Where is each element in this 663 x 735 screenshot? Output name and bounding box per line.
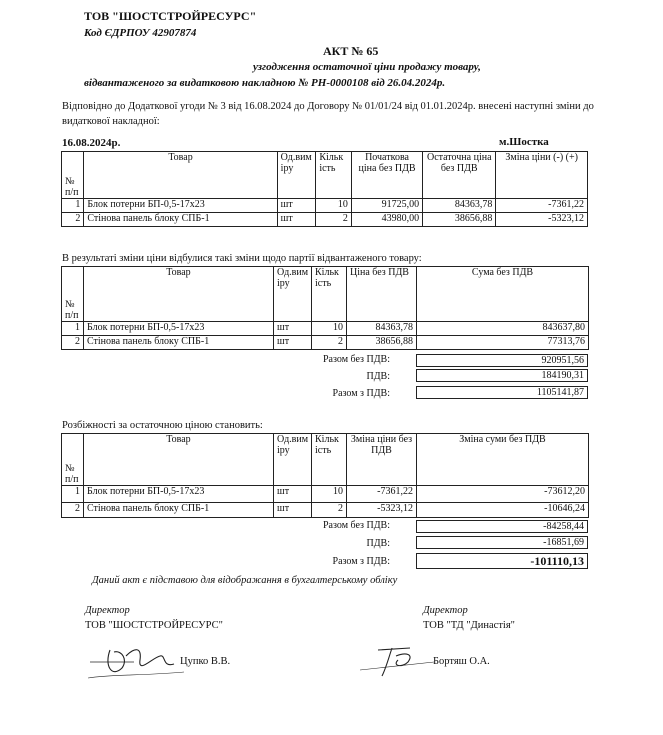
table-row <box>62 503 589 518</box>
row-goods: Стінова панель блоку СПБ-1 <box>84 336 274 350</box>
header-sum-change: Зміна суми без ПДВ <box>417 434 589 486</box>
row-initial-price: 43980,00 <box>351 213 422 227</box>
row-goods: Стінова панель блоку СПБ-1 <box>84 503 274 518</box>
row-no: 2 <box>62 503 84 518</box>
row-qty: 2 <box>312 336 347 350</box>
row-no: 2 <box>62 336 84 350</box>
table-row <box>62 336 589 350</box>
left-signature-image <box>82 638 192 682</box>
header-no: № п/п <box>62 434 84 486</box>
act-city: м.Шостка <box>499 136 549 148</box>
shipment-changes-table <box>61 266 589 350</box>
total-vat-value: -16851,69 <box>416 536 588 549</box>
row-sum: 843637,80 <box>417 322 589 336</box>
row-no: 2 <box>62 213 84 227</box>
total-gross-value: 1105141,87 <box>416 386 588 399</box>
act-date: 16.08.2024р. <box>62 137 121 149</box>
row-final-price: 84363,78 <box>423 199 496 213</box>
total-net-label: Разом без ПДВ: <box>323 520 390 531</box>
header-qty: Кільк ість <box>316 152 352 199</box>
header-sum: Сума без ПДВ <box>417 267 589 322</box>
left-signer-role: Директор <box>85 605 130 616</box>
row-sum: 77313,76 <box>417 336 589 350</box>
act-title: АКТ № 65 <box>323 44 379 58</box>
total-net-value: -84258,44 <box>416 520 588 533</box>
row-qty: 2 <box>312 503 347 518</box>
total-gross-label: Разом з ПДВ: <box>332 388 390 399</box>
row-qty: 10 <box>316 199 352 213</box>
row-final-price: 38656,88 <box>423 213 496 227</box>
row-sum-change: -10646,24 <box>417 503 589 518</box>
row-qty: 10 <box>312 486 347 503</box>
section3-title: Розбіжності за остаточною ціною становить: <box>62 420 263 431</box>
act-subtitle-2: відвантаженого за видатковою накладною № РН-0000108 від 26.04.2024р. <box>84 77 446 89</box>
header-initial-price: Початкова ціна без ПДВ <box>351 152 422 199</box>
row-goods: Стінова панель блоку СПБ-1 <box>84 213 277 227</box>
total-vat-label: ПДВ: <box>366 538 390 549</box>
company-name: ТОВ "ШОСТСТРОЙРЕСУРС" <box>84 9 257 23</box>
row-change: -5323,12 <box>496 213 588 227</box>
closing-note: Даний акт є підставою для відображання в бухгалтерському обліку <box>92 575 398 586</box>
table-row <box>62 213 588 227</box>
total-vat-value: 184190,31 <box>416 369 588 382</box>
header-final-price: Остаточна ціна без ПДВ <box>423 152 496 199</box>
company-code: Код ЄДРПОУ 42907874 <box>84 27 197 39</box>
row-goods: Блок потерни БП-0,5-17х23 <box>84 322 274 336</box>
header-change: Зміна ціни (-) (+) <box>496 152 588 199</box>
header-qty: Кільк ість <box>312 434 347 486</box>
intro-line-1: Відповідно до Додаткової угоди № 3 від 16.08.2024 до Договору № 01/01/24 від 01.01.2024р. внесені наступні зміни до <box>62 101 594 112</box>
header-price-change: Зміна ціни без ПДВ <box>347 434 417 486</box>
row-qty: 10 <box>312 322 347 336</box>
row-price: 38656,88 <box>347 336 417 350</box>
row-unit: шт <box>274 336 312 350</box>
row-goods: Блок потерни БП-0,5-17х23 <box>84 486 274 503</box>
row-unit: шт <box>277 213 316 227</box>
row-unit: шт <box>274 486 312 503</box>
total-net-label: Разом без ПДВ: <box>323 354 390 365</box>
right-signer-role: Директор <box>423 605 468 616</box>
row-price-change: -5323,12 <box>347 503 417 518</box>
header-goods: Товар <box>84 267 274 322</box>
header-unit: Од.вим іру <box>274 434 312 486</box>
row-price: 84363,78 <box>347 322 417 336</box>
left-signer-org: ТОВ "ШОСТСТРОЙРЕСУРС" <box>85 620 223 631</box>
table-row <box>62 486 589 503</box>
total-vat-label: ПДВ: <box>366 371 390 382</box>
price-agreement-table <box>61 151 588 227</box>
header-unit: Од.вим іру <box>277 152 316 199</box>
row-price-change: -7361,22 <box>347 486 417 503</box>
header-goods: Товар <box>84 434 274 486</box>
intro-line-2: видаткової накладної: <box>62 116 160 127</box>
header-no: № п/п <box>62 267 84 322</box>
row-qty: 2 <box>316 213 352 227</box>
header-qty: Кільк ість <box>312 267 347 322</box>
total-gross-label: Разом з ПДВ: <box>332 556 390 567</box>
left-signer-name: Цупко В.В. <box>180 656 231 667</box>
row-no: 1 <box>62 322 84 336</box>
right-signer-name: Бортяш О.А. <box>433 656 490 667</box>
section2-title: В результаті зміни ціни відбулися такі зміни щодо партії відвантаженого товару: <box>62 253 422 264</box>
table-row <box>62 322 589 336</box>
right-signature-image <box>352 640 442 680</box>
header-price: Ціна без ПДВ <box>347 267 417 322</box>
row-no: 1 <box>62 199 84 213</box>
total-gross-value: -101110,13 <box>416 553 588 569</box>
table-row <box>62 199 588 213</box>
row-unit: шт <box>274 322 312 336</box>
right-signer-org: ТОВ "ТД "Династія" <box>423 620 515 631</box>
row-goods: Блок потерни БП-0,5-17х23 <box>84 199 277 213</box>
row-unit: шт <box>274 503 312 518</box>
header-goods: Товар <box>84 152 277 199</box>
row-no: 1 <box>62 486 84 503</box>
header-no: № п/п <box>62 152 84 199</box>
row-unit: шт <box>277 199 316 213</box>
row-initial-price: 91725,00 <box>351 199 422 213</box>
total-net-value: 920951,56 <box>416 354 588 367</box>
difference-table <box>61 433 589 518</box>
header-unit: Од.вим іру <box>274 267 312 322</box>
row-sum-change: -73612,20 <box>417 486 589 503</box>
act-subtitle-1: узгодження остаточної ціни продажу товару, <box>253 61 481 73</box>
row-change: -7361,22 <box>496 199 588 213</box>
